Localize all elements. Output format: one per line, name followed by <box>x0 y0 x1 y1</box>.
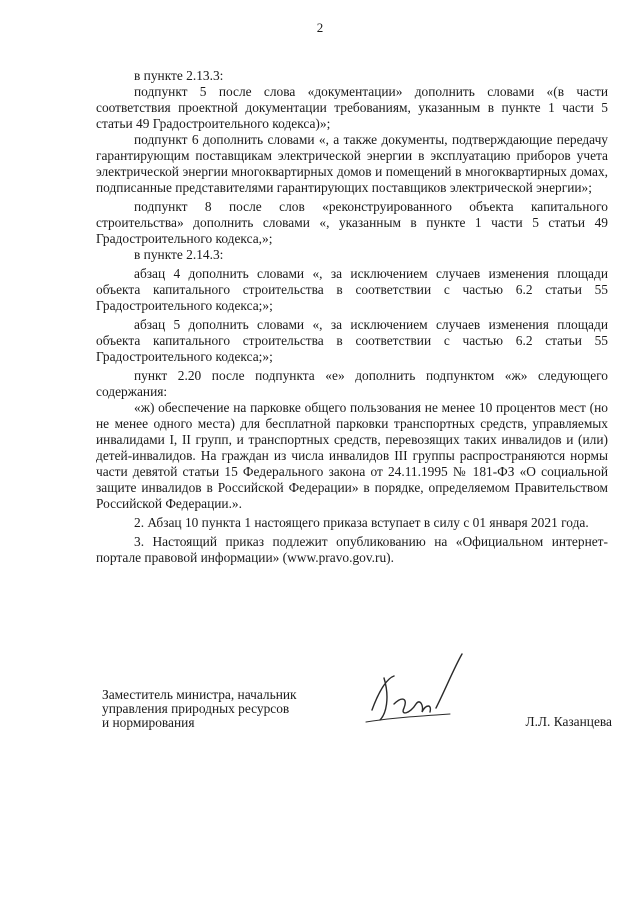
paragraph: 2. Абзац 10 пункта 1 настоящего приказа вступает в силу с 01 января 2021 года. <box>134 515 589 530</box>
document-body <box>96 68 608 566</box>
paragraph: подпункт 8 после слов «реконструированного объекта капитального строительства» дополнить словами «, указанным в пункте 1 части 5 статьи 49 Градостроительного кодекса,»; <box>96 199 608 246</box>
paragraph: подпункт 6 дополнить словами «, а также документы, подтверждающие передачу гарантирующим поставщикам электрической энергии в эксплуатацию приборов учета электрической энергии многоквартирных домов и помещений в многоквартирных домах, подписанные представителями гарантирующих поставщиков электрической энергии»; <box>96 132 608 195</box>
paragraph: в пункте 2.14.3: <box>134 247 224 262</box>
paragraph: в пункте 2.13.3: <box>134 68 224 83</box>
paragraph: абзац 4 дополнить словами «, за исключением случаев изменения площади объекта капитального строительства в соответствии с частью 6.2 статьи 55 Градостроительного кодекса;»; <box>96 266 608 313</box>
handwritten-signature <box>350 648 470 748</box>
paragraph: 3. Настоящий приказ подлежит опубликованию на «Официальном интернет-портале правовой информации» (www.pravo.gov.ru). <box>96 534 608 565</box>
signer-name: Л.Л. Казанцева <box>525 714 612 729</box>
paragraph: абзац 5 дополнить словами «, за исключением случаев изменения площади объекта капитального строительства в соответствии с частью 6.2 статьи 55 Градостроительного кодекса;»; <box>96 317 608 364</box>
signature-block <box>102 688 612 778</box>
paragraph: «ж) обеспечение на парковке общего пользования не менее 10 процентов мест (но не менее одного места) для бесплатной парковки транспортных средств, управляемых инвалидами I, II групп, и транспортных средств, перевозящих таких инвалидов и (или) детей-инвалидов. На граждан из числа инвалидов III группы распространяются нормы части девятой статьи 15 Федерального закона от 24.11.1995 № 181-ФЗ «О социальной защите инвалидов в Российской Федерации» в порядке, определяемом Правительством Российской Федерации.». <box>96 400 608 511</box>
signer-position: Заместитель министра, начальник управления природных ресурсов и нормирования <box>102 687 297 730</box>
paragraph: пункт 2.20 после подпункта «е» дополнить подпунктом «ж» следующего содержания: <box>96 368 608 399</box>
paragraph: подпункт 5 после слова «документации» дополнить словами «(в части соответствия проектной документации требованиям, указанным в пункте 1 части 5 статьи 49 Градостроительного кодекса)»; <box>96 84 608 131</box>
page-number: 2 <box>316 20 324 35</box>
